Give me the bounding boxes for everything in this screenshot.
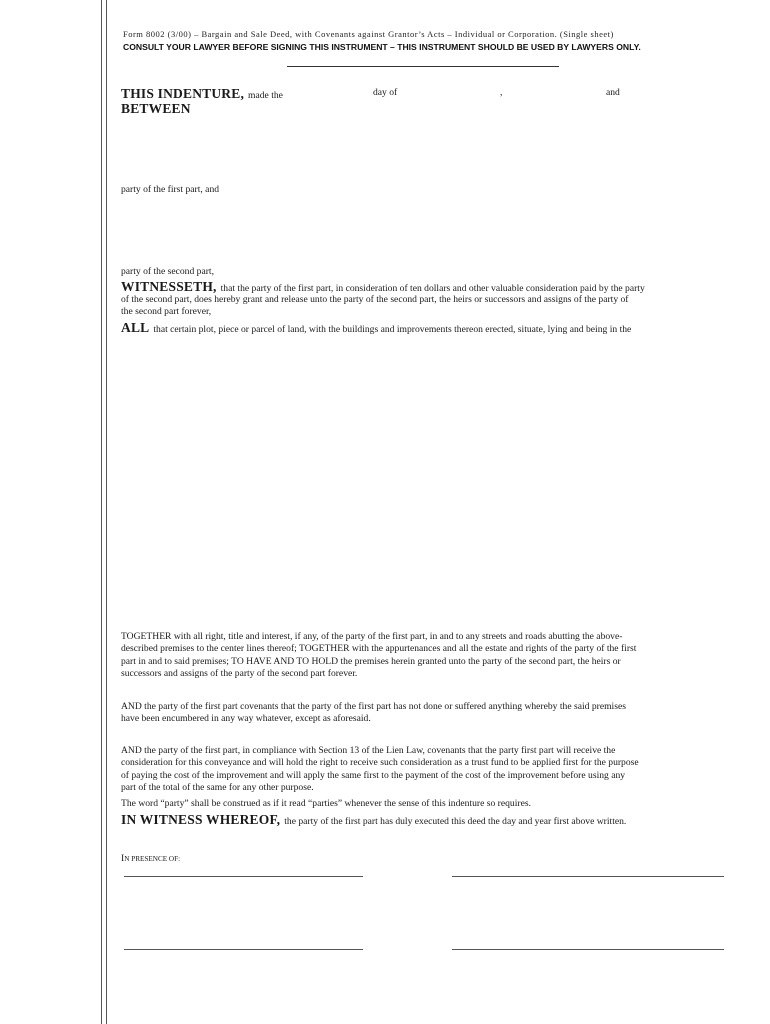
covenant-line-1: AND the party of the first part covenants that the party of the first part has not done or suffered anything whereby the said premises (121, 701, 626, 712)
witness-line (121, 811, 741, 829)
together-line-4: successors and assigns of the party of the second part forever. (121, 668, 358, 680)
lien-law-paragraph (121, 745, 725, 795)
witnesseth-text: that the party of the first part, in consideration of ten dollars and other valuable consideration paid by the party (220, 283, 645, 294)
form-title: Form 8002 (3/00) – Bargain and Sale Deed, with Covenants against Grantor’s Acts – Individual or Corporation. (Single sheet) (123, 29, 614, 39)
grantor-signature-line-1 (452, 876, 724, 877)
party-first-label: party of the first part, and (121, 184, 220, 195)
all-line (121, 319, 741, 337)
day-of-label: day of (373, 87, 398, 98)
lien-line-3: of paying the cost of the improvement and will apply the same first to the payment of the cost of the improvement before using any (121, 769, 626, 781)
between-heading: BETWEEN (121, 101, 191, 116)
all-text: that certain plot, piece or parcel of land, with the buildings and improvements thereon erected, situate, lying and being in the (153, 324, 632, 335)
witnesseth-heading: WITNESSETH, (121, 279, 217, 294)
in-presence-of-label (121, 848, 180, 866)
and-label: and (606, 87, 620, 98)
lien-line-4: part of the total of the same for any other purpose. (121, 782, 314, 794)
margin-rule-right (106, 0, 107, 1024)
together-line-1: TOGETHER with all right, title and interest, if any, of the party of the first part, in and to any streets and roads abutting the above- (121, 631, 623, 642)
presence-rest: N PRESENCE OF: (124, 855, 181, 863)
year-comma: , (500, 87, 503, 98)
witness-signature-line-1 (124, 876, 363, 877)
parties-note: The word “party” shall be construed as if it read “parties” whenever the sense of this indenture so requires. (121, 798, 531, 809)
presence-initial: I (121, 853, 125, 864)
margin-rule-left (101, 0, 102, 1024)
witness-heading: IN WITNESS WHEREOF, (121, 812, 281, 827)
header-divider (287, 66, 559, 67)
together-line-3: part in and to said premises; TO HAVE AND TO HOLD the premises herein granted unto the party of the second part, the heirs or (121, 655, 621, 667)
indenture-heading: THIS INDENTURE, (121, 86, 245, 101)
witnesseth-line-2: of the second part, does hereby grant and release unto the party of the second part, the heirs or successors and assigns of the party of (121, 294, 629, 305)
witness-signature-line-2 (124, 949, 363, 950)
lawyer-warning: CONSULT YOUR LAWYER BEFORE SIGNING THIS INSTRUMENT – THIS INSTRUMENT SHOULD BE USED BY LAWYERS ONLY. (123, 42, 641, 52)
covenant-paragraph (121, 701, 725, 726)
made-the-label: made the (248, 90, 283, 101)
witnesseth-line-3: the second part forever, (121, 306, 212, 317)
witness-text: the party of the first part has duly executed this deed the day and year first above written. (284, 816, 627, 827)
together-line-2: described premises to the center lines thereof; TOGETHER with the appurtenances and all the estate and rights of the party of the first (121, 643, 637, 655)
all-heading: ALL (121, 320, 150, 335)
grantor-signature-line-2 (452, 949, 724, 950)
party-second-label: party of the second part, (121, 266, 214, 277)
together-paragraph (121, 631, 725, 681)
lien-line-1: AND the party of the first part, in compliance with Section 13 of the Lien Law, covenants that the party first part will receive the (121, 745, 616, 756)
lien-line-2: consideration for this conveyance and will hold the right to receive such consideration as a trust fund to be applied first for the purpose (121, 757, 639, 769)
covenant-line-2: have been encumbered in any way whatever, except as aforesaid. (121, 713, 371, 725)
